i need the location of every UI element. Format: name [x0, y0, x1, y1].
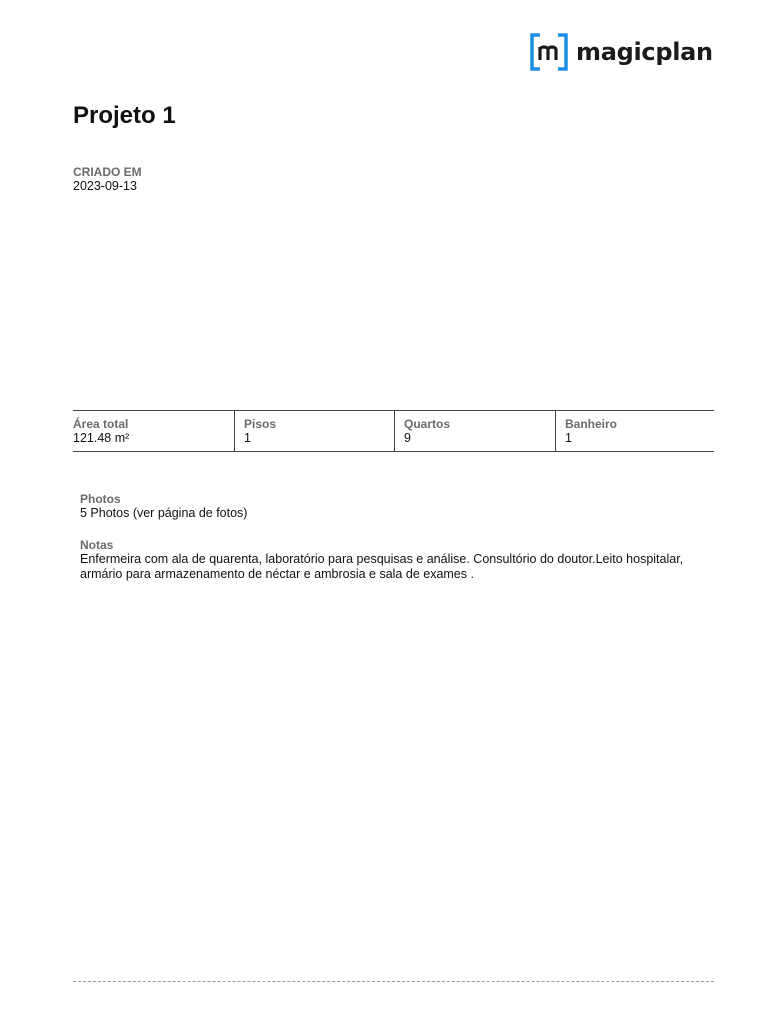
photos-section [80, 492, 714, 521]
created-date: 2023-09-13 [73, 179, 137, 193]
stat-value: 9 [404, 431, 411, 445]
brand-logo [530, 33, 713, 71]
summary-stats-table [73, 410, 714, 452]
stat-label: Banheiro [565, 417, 618, 431]
stat-label: Área total [73, 417, 129, 431]
photos-value: 5 Photos (ver página de fotos) [80, 506, 248, 520]
footer-divider [73, 981, 714, 982]
created-label: CRIADO EM [73, 165, 142, 179]
stat-floors [234, 411, 394, 451]
stat-total-area [73, 411, 234, 451]
stat-value: 1 [565, 431, 572, 445]
notes-label: Notas [80, 538, 114, 552]
stat-value: 1 [244, 431, 251, 445]
stat-rooms [394, 411, 555, 451]
stat-label: Pisos [244, 417, 277, 431]
project-title: Projeto 1 [73, 102, 176, 129]
stat-value: 121.48 m² [73, 431, 130, 445]
brand-name: magicplan [576, 38, 713, 66]
notes-section [80, 538, 714, 582]
photos-label: Photos [80, 492, 121, 506]
magicplan-logo-icon [530, 33, 568, 71]
notes-text: Enfermeira com ala de quarenta, laboratório para pesquisas e análise. Consultório do doutor.Leito hospitalar, armário para armazenamento de néctar e ambrosia e sala de exames . [80, 552, 684, 581]
stat-bathrooms [555, 411, 714, 451]
stat-label: Quartos [404, 417, 451, 431]
